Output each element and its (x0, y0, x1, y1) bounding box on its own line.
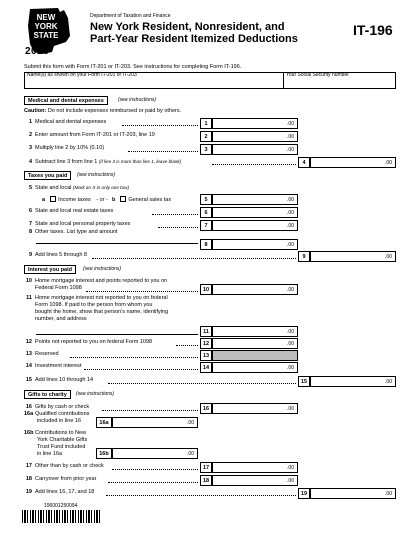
line-9-label: 9 Add lines 5 through 8 (28, 252, 87, 258)
line-16b-amount[interactable]: .00 (112, 448, 198, 459)
line-16a-amount[interactable]: .00 (112, 417, 198, 428)
line-5a-options: a Income taxes - or - b General sales tax (42, 197, 172, 203)
line-5-number: 5 (200, 194, 212, 205)
line-18-label: 18 Carryover from prior year (25, 476, 97, 482)
line-1-label: 1 Medical and dental expenses (28, 119, 107, 125)
line-1-amount[interactable]: .00 (212, 118, 298, 129)
line-3-amount[interactable]: .00 (212, 144, 298, 155)
svg-text:STATE: STATE (33, 31, 59, 40)
line-19-amount[interactable]: .00 (310, 488, 396, 499)
line-12-label: 12 Points not reported to you on federal Form 1098 (25, 339, 153, 345)
section-taxes: Taxes you paid (24, 171, 71, 180)
line-3-label: 3 Multiply line 2 by 10% (0.10) (28, 145, 105, 151)
line-7-amount[interactable]: .00 (212, 220, 298, 231)
line-8-type-field[interactable] (36, 243, 198, 244)
line-5-label: 5 State and local (Mark an X in only one box) (28, 185, 130, 191)
line-18-amount[interactable]: .00 (212, 475, 298, 486)
line-7-number: 7 (200, 220, 212, 231)
line-16b-label-4: in line 16a (37, 451, 63, 457)
ssn-divider (283, 72, 284, 89)
line-5-amount[interactable]: .00 (212, 194, 298, 205)
line-2-amount[interactable]: .00 (212, 131, 298, 142)
line-11-label-4: number, and address (35, 316, 87, 322)
line-16b-label: 16b Contributions to New (24, 430, 87, 436)
line-11-label-3: bought the home, show that person's name, identifying (35, 309, 169, 315)
department-name: Department of Taxation and Finance (90, 13, 171, 19)
line-18-number: 18 (200, 475, 212, 486)
line-15-amount[interactable]: .00 (310, 376, 396, 387)
line-10-amount[interactable]: .00 (212, 284, 298, 295)
line-14-label: 14 Investment interest (25, 363, 82, 369)
line-6-label: 6 State and local real estate taxes (28, 208, 114, 214)
line-14-number: 14 (200, 362, 212, 373)
section-interest: Interest you paid (24, 265, 76, 274)
line-10-label: 10 Home mortgage interest and points reported to you on (25, 278, 168, 284)
line-6-number: 6 (200, 207, 212, 218)
line-13-reserved (212, 350, 298, 361)
line-8-number: 8 (200, 239, 212, 250)
ssn-field[interactable] (285, 78, 394, 88)
name-label: Name(s) as shown on your Form IT-201 or IT-203 (27, 72, 137, 78)
tax-year: 2025 (25, 46, 50, 57)
sales-tax-checkbox[interactable] (120, 196, 126, 202)
taxes-note: (see instructions) (77, 172, 116, 178)
form-title-line2: Part-Year Resident Itemized Deductions (90, 33, 298, 45)
line-13-label: 13 Reserved (25, 351, 59, 357)
ssn-label: Your Social Security number (286, 72, 349, 78)
line-17-number: 17 (200, 462, 212, 473)
barcode (22, 510, 102, 523)
line-2-number: 2 (200, 131, 212, 142)
interest-note: (see instructions) (83, 266, 122, 272)
line-16-amount[interactable]: .00 (212, 403, 298, 414)
line-13-number: 13 (200, 350, 212, 361)
income-tax-checkbox[interactable] (50, 196, 56, 202)
line-12-amount[interactable]: .00 (212, 338, 298, 349)
line-9-number: 9 (298, 251, 310, 262)
line-11-number: 11 (200, 326, 212, 337)
line-16-number: 16 (200, 403, 212, 414)
line-6-amount[interactable]: .00 (212, 207, 298, 218)
line-1-number: 1 (200, 118, 212, 129)
line-3-number: 3 (200, 144, 212, 155)
line-16b-label-2: York Charitable Gifts (37, 437, 88, 443)
line-10-number: 10 (200, 284, 212, 295)
line-16-label: 16 Gifts by cash or check (25, 404, 90, 410)
line-19-label: 19 Add lines 16, 17, and 18 (25, 489, 95, 495)
gifts-note: (see instructions) (76, 391, 115, 397)
medical-caution: Caution: Do not include expenses reimbursed or paid by others. (24, 108, 182, 114)
line-11-amount[interactable]: .00 (212, 326, 298, 337)
line-8-label: 8 Other taxes. List type and amount (28, 229, 118, 235)
line-19-number: 19 (298, 488, 310, 499)
form-title-line1: New York Resident, Nonresident, and (90, 21, 285, 33)
line-17-label: 17 Other than by cash or check (25, 463, 104, 469)
line-11-label: 11 Home mortgage interest not reported to you on federal (26, 295, 168, 301)
line-2-label: 2 Enter amount from Form IT-201 or IT-203, line 19 (28, 132, 155, 138)
line-11-name-field[interactable] (36, 334, 198, 335)
name-field[interactable] (26, 78, 281, 88)
line-14-amount[interactable]: .00 (212, 362, 298, 373)
line-9-amount[interactable]: .00 (310, 251, 396, 262)
barcode-number: 196001250094 (44, 503, 78, 509)
line-16b-number: 16b (96, 448, 112, 459)
line-4-label: 4 Subtract line 3 from line 1 (if line 3 is more than line 1, leave blank) (28, 159, 182, 165)
line-8-amount[interactable]: .00 (212, 239, 298, 250)
line-16a-label: 16a Qualified contributions (24, 411, 90, 417)
section-medical: Medical and dental expenses (24, 96, 108, 105)
line-4-number: 4 (298, 157, 310, 168)
line-16a-label-2: included in line 16 (37, 418, 82, 424)
svg-text:YORK: YORK (34, 22, 58, 31)
line-12-number: 12 (200, 338, 212, 349)
section-gifts: Gifts to charity (24, 390, 71, 399)
line-17-amount[interactable]: .00 (212, 462, 298, 473)
line-7-label: 7 State and local personal property taxes (28, 221, 131, 227)
line-4-amount[interactable]: .00 (310, 157, 396, 168)
line-16b-label-3: Trust Fund included (37, 444, 86, 450)
form-number: IT-196 (353, 22, 393, 38)
submit-instructions: Submit this form with Form IT-201 or IT-203. See instructions for completing Form IT-196. (24, 64, 242, 70)
line-11-label-2: Form 1098. If paid to the person from whom you (35, 302, 153, 308)
line-16a-number: 16a (96, 417, 112, 428)
line-15-label: 15 Add lines 10 through 14 (25, 377, 94, 383)
line-10-label-2: Federal Form 1098 (35, 285, 82, 291)
line-15-number: 15 (298, 376, 310, 387)
svg-text:NEW: NEW (36, 13, 56, 22)
medical-note: (see instructions) (118, 97, 157, 103)
